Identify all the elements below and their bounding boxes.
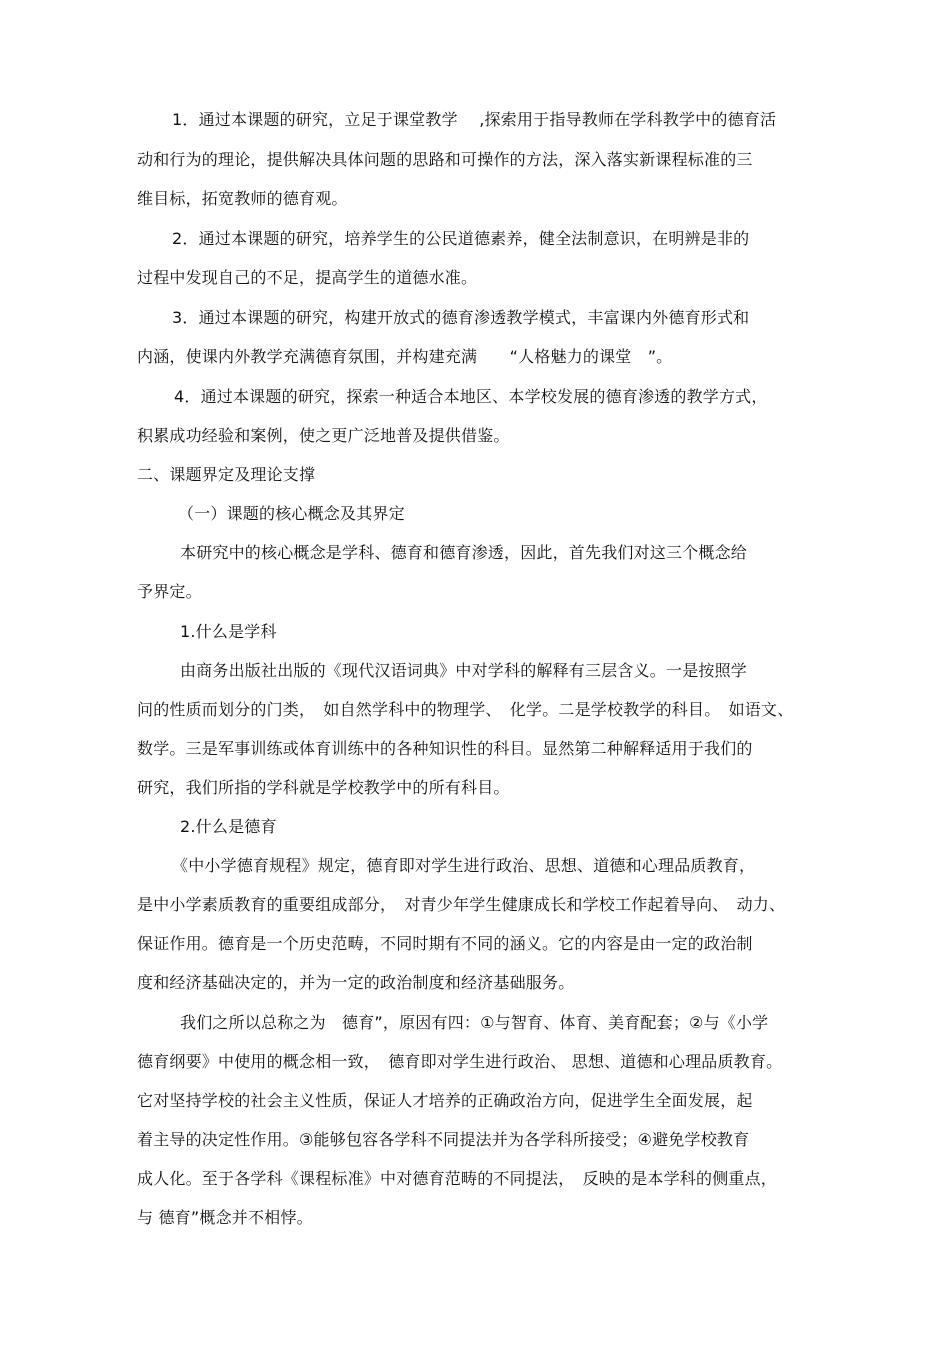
text-line: 2．通过本课题的研究，培养学生的公民道德素养，健全法制意识，在明辨是非的: [172, 229, 750, 248]
text-line: 度和经济基础决定的，并为一定的政治制度和经济基础服务。: [137, 973, 575, 992]
text-line: 积累成功经验和案例，使之更广泛地普及提供借鉴。: [137, 426, 510, 445]
text-line: 着主导的决定性作用。③能够包容各学科不同提法并为各学科所接受；④避免学校教育: [137, 1130, 750, 1149]
text-line: 问的性质而划分的门类， 如自然学科中的物理学、 化学。二是学校教学的科目。 如语文、: [137, 700, 794, 719]
text-line: 与 德育”概念并不相悖。: [137, 1208, 313, 1227]
text-line: 保证作用。德育是一个历史范畴，不同时期有不同的涵义。它的内容是由一定的政治制: [137, 934, 753, 953]
text-line: 内涵，使课内外教学充满德育氛围，并构建充满 “人格魅力的课堂 ”。: [137, 347, 673, 366]
item-heading: 1.什么是学科: [180, 622, 277, 641]
text-line: 由商务出版社出版的《现代汉语词典》中对学科的解释有三层含义。一是按照学: [180, 661, 748, 680]
text-line: 动和行为的理论，提供解决具体问题的思路和可操作的方法，深入落实新课程标准的三: [137, 150, 753, 169]
text-line: 我们之所以总称之为 德育”，原因有四：①与智育、体育、美育配套；②与《小学: [180, 1013, 769, 1032]
text-line: 它对坚持学校的社会主义性质，保证人才培养的正确政治方向，促进学生全面发展，起: [137, 1091, 753, 1110]
item-heading: 2.什么是德育: [180, 817, 277, 836]
text-line: 《中小学德育规程》规定，德育即对学生进行政治、思想、道德和心理品质教育，: [172, 856, 756, 875]
text-line: 过程中发现自己的不足，提高学生的道德水准。: [137, 268, 478, 287]
text-line: 数学。三是军事训练或体育训练中的各种知识性的科目。显然第二种解释适用于我们的: [137, 739, 753, 758]
text-line: 德育纲要》中使用的概念相一致， 德育即对学生进行政治、 思想、道德和心理品质教育。: [137, 1052, 783, 1071]
section-heading: 二、课题界定及理论支撑: [137, 465, 316, 484]
text-line: 成人化。至于各学科《课程标准》中对德育范畴的不同提法， 反映的是本学科的侧重点，: [137, 1169, 778, 1188]
text-line: 3．通过本课题的研究，构建开放式的德育渗透教学模式，丰富课内外德育形式和: [172, 308, 750, 327]
text-line: 研究，我们所指的学科就是学校教学中的所有科目。: [137, 778, 510, 797]
subsection-heading: （一）课题的核心概念及其界定: [178, 504, 405, 523]
text-line: 是中小学素质教育的重要组成部分， 对青少年学生健康成长和学校工作起着导向、 动力、: [137, 895, 786, 914]
text-line: 本研究中的核心概念是学科、德育和德育渗透，因此，首先我们对这三个概念给: [180, 543, 748, 562]
text-line: 4．通过本课题的研究，探索一种适合本地区、本学校发展的德育渗透的教学方式，: [174, 387, 768, 406]
text-line: 予界定。: [137, 582, 202, 601]
text-line: 维目标，拓宽教师的德育观。: [137, 189, 348, 208]
text-line: 1．通过本课题的研究，立足于课堂教学 ,探索用于指导教师在学科教学中的德育活: [172, 110, 777, 129]
